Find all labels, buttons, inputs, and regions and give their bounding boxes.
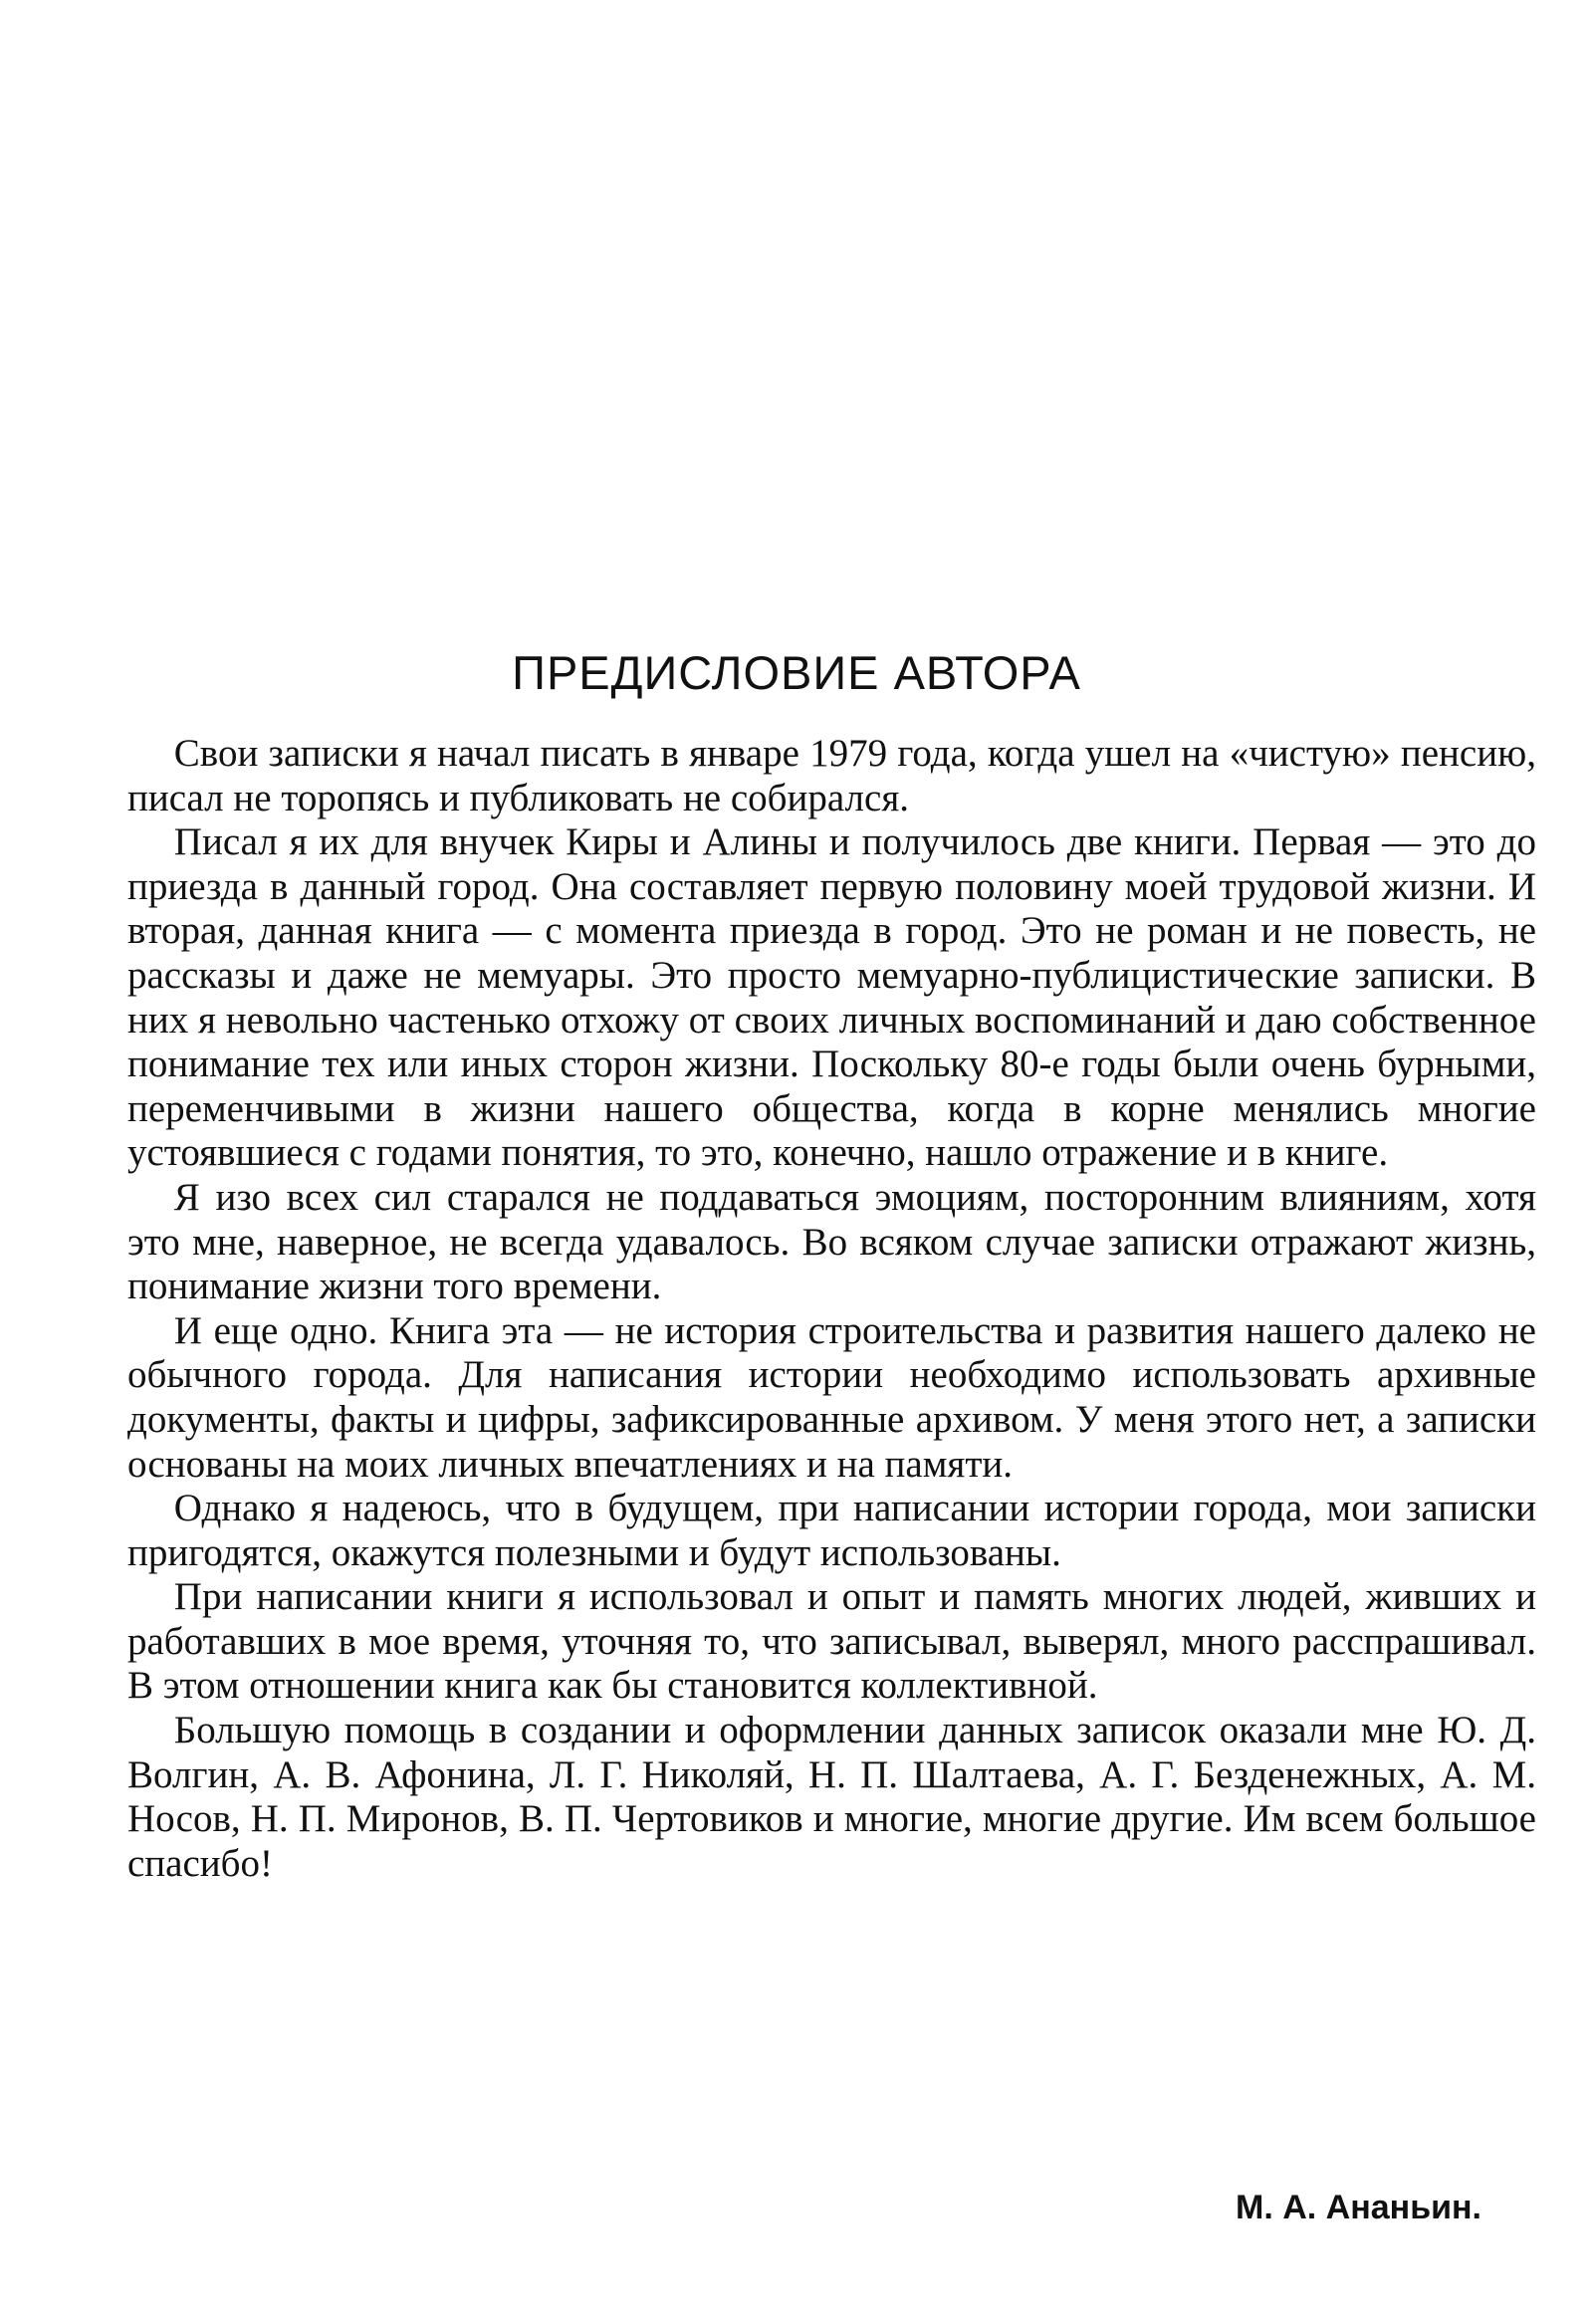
author-signature: М. А. Ананьин.	[1236, 2189, 1481, 2226]
paragraph: Писал я их для внучек Киры и Алины и получилось две книги. Первая — это до приезда в данный город. Она составляет первую половину моей трудовой жизни. И вторая, данная книга — с момента приезда в город. Это не роман и не повесть, не рассказы и даже не мемуары. Это просто мемуарно-публицистические записки. В них я невольно частенько отхожу от своих личных воспоминаний и даю собственное понимание тех или иных сторон жизни. Поскольку 80-е годы были очень бурными, переменчивыми в жизни нашего общества, когда в корне менялись многие устоявшиеся с годами понятия, то это, конечно, нашло отражение и в книге.	[127, 820, 1536, 1175]
paragraph: Однако я надеюсь, что в будущем, при написании истории города, мои записки пригодятся, окажутся полезными и будут использованы.	[127, 1487, 1536, 1574]
body-text	[127, 732, 1536, 1886]
paragraph: Свои записки я начал писать в январе 1979 года, когда ушел на «чистую» пенсию, писал не торопясь и публиковать не собирался.	[127, 732, 1536, 819]
paragraph: При написании книги я использовал и опыт и память многих людей, живших и работавших в мое время, уточняя то, что записывал, выверял, много расспрашивал. В этом отношении книга как бы становится коллективной.	[127, 1575, 1536, 1708]
paragraph: И еще одно. Книга эта — не история строительства и развития нашего далеко не обычного города. Для написания истории необходимо использовать архивные документы, факты и цифры, зафиксированные архивом. У меня этого нет, а записки основаны на моих личных впечатлениях и на памяти.	[127, 1308, 1536, 1486]
page-title: ПРЕДИСЛОВИЕ АВТОРА	[512, 646, 1081, 699]
paragraph: Большую помощь в создании и оформлении данных записок оказали мне Ю. Д. Волгин, А. В. Афонина, Л. Г. Николяй, Н. П. Шалтаева, А. Г. Безденежных, А. М. Носов, Н. П. Миронов, В. П. Чертовиков и многие, многие другие. Им всем большое спасибо!	[127, 1709, 1536, 1885]
paragraph: Я изо всех сил старался не поддаваться эмоциям, посторонним влияниям, хотя это мне, наверное, не всегда удавалось. Во всяком случае записки отражают жизнь, понимание жизни того времени.	[127, 1175, 1536, 1308]
